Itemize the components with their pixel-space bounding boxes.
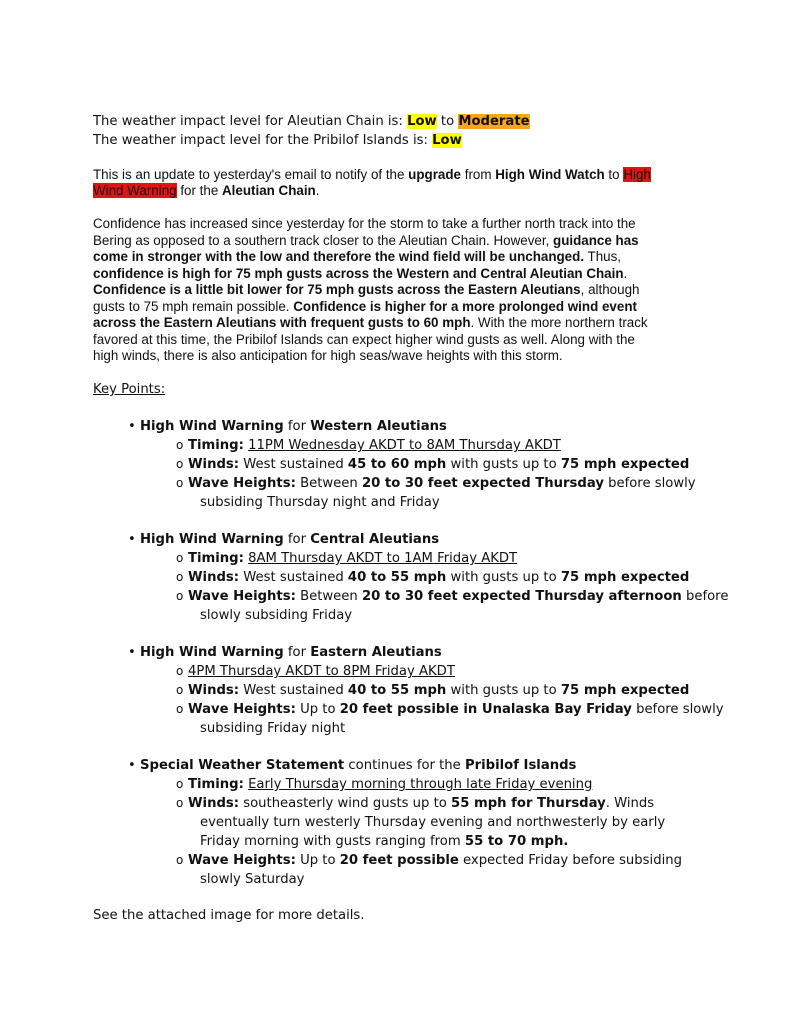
central-winds	[176, 568, 689, 588]
pribilof-waves-cont: slowly Saturday	[200, 872, 305, 887]
circle-bullet-icon: o	[176, 438, 184, 452]
winds-text: with gusts up to	[446, 457, 561, 472]
central-timing	[176, 549, 517, 569]
for-text: for	[283, 532, 311, 547]
impact-to-text: to	[436, 114, 459, 129]
eastern-winds	[176, 681, 689, 701]
circle-bullet-icon: o	[176, 664, 184, 678]
update-text: This is an update to yesterday's email to notify of the	[93, 167, 409, 182]
aleutian-impact-line	[93, 112, 530, 132]
waves-bold: 20 to 30 feet expected Thursday afternoon	[361, 589, 682, 604]
waves-text: Between	[295, 589, 362, 604]
winds-label: Winds:	[188, 457, 240, 472]
circle-bullet-icon: o	[176, 683, 184, 697]
update-line-1	[93, 167, 651, 184]
waves-text: expected Friday before subsiding	[458, 853, 682, 868]
impact-low-badge: Low	[407, 114, 437, 129]
waves-text: before slowly	[631, 702, 724, 717]
warning-type: High Wind Warning	[140, 532, 284, 547]
confidence-bold: guidance has	[553, 232, 639, 248]
winds-text: West sustained	[239, 457, 348, 472]
winds-text: with gusts up to	[446, 683, 561, 698]
waves-text: before slowly	[603, 476, 696, 491]
bullet-dot-icon: •	[128, 758, 136, 773]
winds-bold: 40 to 55 mph	[347, 683, 447, 698]
waves-label: Wave Heights:	[188, 702, 296, 717]
bullet-western	[128, 417, 447, 437]
bullet-dot-icon: •	[128, 532, 136, 547]
key-points-heading: Key Points:	[93, 382, 166, 397]
winds-bold: 55 to 70 mph.	[464, 834, 569, 849]
confidence-text: Thus,	[584, 249, 622, 264]
circle-bullet-icon: o	[176, 457, 184, 471]
timing-label: Timing:	[188, 551, 244, 566]
waves-bold: 20 feet possible in Unalaska Bay Friday	[339, 702, 632, 717]
timing-value: 4PM Thursday AKDT to 8PM Friday AKDT	[188, 664, 455, 679]
central-waves	[176, 587, 728, 607]
confidence-text: Confidence has increased since yesterday for the storm to take a further north track into the	[93, 216, 636, 231]
pribilof-impact-line	[93, 131, 462, 151]
aleutian-chain-text: Aleutian Chain	[222, 183, 316, 198]
confidence-line-5	[93, 282, 639, 299]
western-timing	[176, 436, 561, 456]
winds-bold: 55 mph for Thursday	[451, 796, 606, 811]
waves-label: Wave Heights:	[188, 589, 296, 604]
winds-text: West sustained	[239, 683, 348, 698]
winds-bold: 40 to 55 mph	[347, 570, 447, 585]
warning-type: High Wind Warning	[140, 645, 284, 660]
winds-text: West sustained	[239, 570, 348, 585]
confidence-line-9	[93, 348, 563, 365]
statement-type: Special Weather Statement	[140, 758, 345, 773]
circle-bullet-icon: o	[176, 853, 184, 867]
circle-bullet-icon: o	[176, 796, 184, 810]
timing-label: Timing:	[188, 438, 244, 453]
confidence-text: high winds, there is also anticipation for high seas/wave heights with this storm.	[93, 348, 563, 363]
update-line-2	[93, 183, 319, 200]
confidence-line-2	[93, 233, 639, 250]
winds-bold: 75 mph expected	[560, 457, 690, 472]
confidence-bold: across the Eastern Aleutians with frequent gusts to 60 mph	[93, 315, 471, 330]
warning-type: High Wind Warning	[140, 419, 284, 434]
region-name: Western Aleutians	[310, 419, 447, 434]
waves-bold: 20 to 30 feet expected Thursday	[361, 476, 604, 491]
bullet-pribilof	[128, 756, 576, 776]
winds-label: Winds:	[188, 683, 240, 698]
circle-bullet-icon: o	[176, 551, 184, 565]
bullet-dot-icon: •	[128, 419, 136, 434]
confidence-line-3	[93, 249, 621, 266]
to-text: to	[604, 167, 624, 182]
bullet-eastern	[128, 643, 442, 663]
waves-text: Between	[295, 476, 362, 491]
waves-label: Wave Heights:	[188, 476, 296, 491]
for-the-text: for the	[176, 183, 222, 198]
winds-bold: 45 to 60 mph	[347, 457, 447, 472]
confidence-line-8	[93, 332, 635, 349]
western-waves-cont: subsiding Thursday night and Friday	[200, 495, 440, 510]
eastern-waves	[176, 700, 724, 720]
warning-highlight-2: Wind Warning	[93, 183, 177, 198]
confidence-text: favored at this time, the Pribilof Islands can expect higher wind gusts as well. Along with the	[93, 331, 635, 347]
timing-label: Timing:	[188, 777, 244, 792]
confidence-line-4	[93, 266, 627, 283]
confidence-line-7	[93, 315, 648, 332]
timing-value: 8AM Thursday AKDT to 1AM Friday AKDT	[248, 551, 518, 566]
footer-note: See the attached image for more details.	[93, 908, 365, 923]
waves-text: before	[681, 589, 729, 604]
central-waves-cont: slowly subsiding Friday	[200, 608, 353, 623]
waves-text: Up to	[295, 702, 340, 717]
circle-bullet-icon: o	[176, 702, 184, 716]
aleutian-impact-prefix: The weather impact level for Aleutian Chain is:	[93, 114, 408, 129]
western-winds	[176, 455, 689, 475]
waves-text: Up to	[295, 853, 340, 868]
circle-bullet-icon: o	[176, 777, 184, 791]
confidence-bold: Confidence is higher for a more prolonged wind event	[293, 298, 637, 314]
confidence-text: Bering as opposed to a southern track closer to the Aleutian Chain. However,	[93, 232, 554, 248]
for-text: for	[283, 645, 311, 660]
for-text: for	[283, 419, 311, 434]
watch-text: High Wind Watch	[495, 167, 605, 182]
waves-bold: 20 feet possible	[339, 853, 459, 868]
eastern-timing	[176, 662, 455, 682]
continues-text: continues for the	[344, 758, 465, 773]
confidence-text: , although	[580, 282, 640, 297]
circle-bullet-icon: o	[176, 570, 184, 584]
period-text: .	[315, 183, 320, 198]
winds-bold: 75 mph expected	[560, 683, 690, 698]
confidence-bold: Confidence is a little bit lower for 75 mph gusts across the Eastern Aleutians	[93, 282, 581, 297]
pribilof-impact-prefix: The weather impact level for the Pribilof Islands is:	[93, 133, 433, 148]
circle-bullet-icon: o	[176, 476, 184, 490]
pribilof-timing	[176, 775, 592, 795]
region-name: Eastern Aleutians	[310, 645, 442, 660]
confidence-text: . With the more northern track	[470, 315, 648, 330]
winds-bold: 75 mph expected	[560, 570, 690, 585]
warning-highlight-1: High	[623, 167, 651, 182]
region-name: Pribilof Islands	[464, 758, 577, 773]
confidence-bold: come in stronger with the low and therefore the wind field will be unchanged.	[93, 249, 585, 264]
circle-bullet-icon: o	[176, 589, 184, 603]
bullet-central	[128, 530, 439, 550]
pribilof-waves	[176, 851, 682, 871]
confidence-line-6	[93, 299, 637, 316]
winds-text: Friday morning with gusts ranging from	[200, 834, 465, 849]
winds-text: with gusts up to	[446, 570, 561, 585]
region-name: Central Aleutians	[310, 532, 440, 547]
timing-value: 11PM Wednesday AKDT to 8AM Thursday AKDT	[248, 438, 561, 453]
upgrade-text: upgrade	[408, 167, 461, 182]
confidence-bold: confidence is high for 75 mph gusts across the Western and Central Aleutian Chain	[93, 265, 624, 281]
winds-label: Winds:	[188, 570, 240, 585]
pribilof-winds	[176, 794, 654, 814]
winds-text: . Winds	[605, 796, 655, 811]
pribilof-winds-cont-1: eventually turn westerly Thursday evening and northwesterly by early	[200, 815, 666, 830]
confidence-text: .	[623, 265, 628, 281]
pribilof-low-badge: Low	[432, 133, 462, 148]
bullet-dot-icon: •	[128, 645, 136, 660]
waves-label: Wave Heights:	[188, 853, 296, 868]
confidence-text: gusts to 75 mph remain possible.	[93, 298, 294, 314]
eastern-waves-cont: subsiding Friday night	[200, 721, 346, 736]
impact-moderate-badge: Moderate	[458, 114, 530, 129]
winds-label: Winds:	[188, 796, 240, 811]
from-text: from	[461, 167, 496, 182]
confidence-line-1	[93, 216, 636, 233]
timing-value: Early Thursday morning through late Friday evening	[248, 777, 593, 792]
winds-text: southeasterly wind gusts up to	[239, 796, 452, 811]
pribilof-winds-cont-2	[200, 832, 568, 852]
western-waves	[176, 474, 696, 494]
